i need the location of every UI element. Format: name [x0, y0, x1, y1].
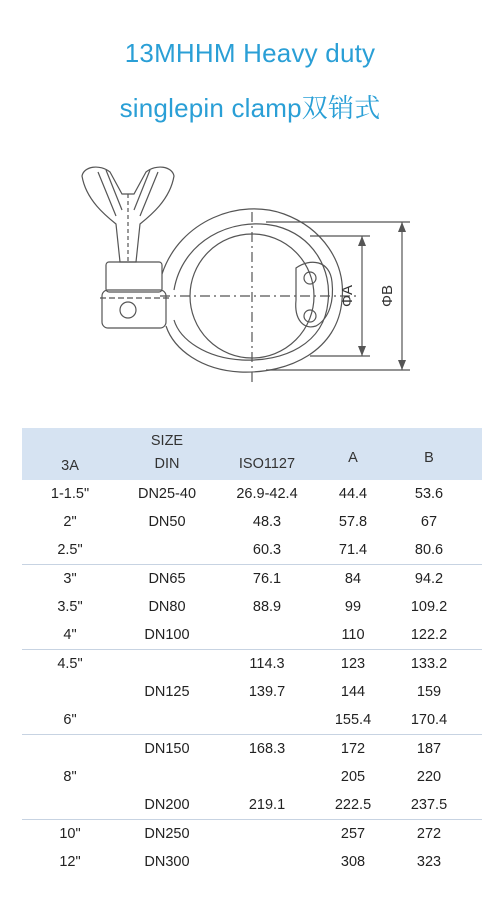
table-cell-c1: 2.5" [57, 542, 83, 558]
table-cell-c5: 109.2 [410, 599, 448, 615]
table-cell-c2: DN150 [144, 741, 190, 757]
table-cell-c2: DN300 [144, 854, 190, 870]
table-cell-c3: 76.1 [252, 571, 282, 587]
wing-nut-shape [82, 167, 174, 262]
table-cell-c3: 219.1 [248, 797, 286, 813]
table-cell-c5: 53.6 [414, 486, 444, 502]
table-cell-c3: 48.3 [252, 514, 282, 530]
table-cell-c5: 80.6 [414, 542, 444, 558]
table-cell-c4: 84 [344, 571, 362, 587]
table-cell-c4: 110 [341, 627, 365, 643]
table-row [22, 735, 482, 763]
table-row [22, 791, 482, 819]
hinge-pin-left [120, 302, 136, 318]
table-cell-c5: 187 [416, 741, 442, 757]
table-cell-c1: 12" [59, 854, 81, 870]
table-row [22, 848, 482, 876]
table-cell-c4: 308 [340, 854, 366, 870]
table-cell-c4: 172 [340, 741, 366, 757]
table-row [22, 650, 482, 678]
table-row [22, 820, 482, 848]
table-cell-c1: 4.5" [57, 656, 83, 672]
table-cell-c5: 323 [416, 854, 442, 870]
table-cell-c2: DN100 [144, 627, 190, 643]
dim-label-a: ΦA [339, 285, 356, 307]
dimensions-table [22, 428, 482, 876]
table-cell-c4: 44.4 [338, 486, 368, 502]
table-cell-c2: DN50 [148, 514, 186, 530]
hinge-block [106, 262, 162, 292]
table-cell-c2: DN80 [148, 599, 186, 615]
table-cell-c1: 10" [59, 826, 81, 842]
header-iso1127: ISO1127 [238, 456, 296, 472]
table-cell-c4: 222.5 [334, 797, 372, 813]
table-cell-c2: DN250 [144, 826, 190, 842]
table-cell-c1: 8" [63, 769, 77, 785]
table-row [22, 678, 482, 706]
table-cell-c4: 57.8 [338, 514, 368, 530]
table-cell-c3: 114.3 [249, 656, 285, 672]
header-3a: 3A [61, 458, 79, 474]
table-row [22, 593, 482, 621]
table-cell-c5: 122.2 [410, 627, 448, 643]
table-cell-c5: 237.5 [410, 797, 448, 813]
table-cell-c4: 71.4 [338, 542, 368, 558]
table-cell-c1: 2" [63, 514, 77, 530]
table-cell-c3: 60.3 [252, 542, 282, 558]
pin-bottom-right [304, 310, 316, 322]
table-body [22, 480, 482, 876]
dim-label-b: ΦB [379, 285, 396, 307]
table-cell-c2: DN25-40 [137, 486, 197, 502]
table-cell-c3: 88.9 [252, 599, 282, 615]
table-cell-c3: 139.7 [248, 684, 286, 700]
table-cell-c4: 205 [340, 769, 366, 785]
table-row [22, 706, 482, 734]
table-row [22, 536, 482, 564]
title-line-1: 13MHHM Heavy duty [124, 38, 376, 68]
clamp-body-inner [174, 224, 329, 360]
table-cell-c5: 159 [416, 684, 442, 700]
table-row [22, 621, 482, 649]
table-cell-c1: 3" [63, 571, 77, 587]
header-b: B [424, 450, 434, 466]
table-cell-c1: 1-1.5" [50, 486, 90, 502]
table-row [22, 763, 482, 791]
table-cell-c4: 123 [340, 656, 366, 672]
table-cell-c2: DN125 [144, 684, 190, 700]
table-cell-c1: 3.5" [57, 599, 83, 615]
table-cell-c4: 144 [340, 684, 366, 700]
table-cell-c5: 170.4 [410, 712, 448, 728]
table-row [22, 565, 482, 593]
table-cell-c1: 6" [63, 712, 77, 728]
table-cell-c2: DN65 [148, 571, 186, 587]
header-size: SIZE [150, 433, 184, 449]
table-row [22, 480, 482, 508]
table-cell-c5: 272 [416, 826, 442, 842]
table-cell-c4: 155.4 [334, 712, 372, 728]
header-din: DIN [154, 456, 180, 472]
table-header [22, 428, 482, 480]
table-cell-c5: 133.2 [410, 656, 448, 672]
table-row [22, 508, 482, 536]
table-cell-c3: 26.9-42.4 [236, 486, 298, 502]
table-cell-c4: 99 [344, 599, 362, 615]
table-cell-c5: 220 [416, 769, 442, 785]
table-cell-c5: 94.2 [414, 571, 444, 587]
table-cell-c5: 67 [420, 514, 438, 530]
table-cell-c1: 4" [63, 627, 77, 643]
title-line-2: singlepin clamp双销式 [119, 93, 381, 123]
header-a: A [348, 450, 358, 466]
table-cell-c4: 257 [340, 826, 366, 842]
clamp-technical-drawing [70, 150, 430, 390]
table-cell-c2: DN200 [144, 797, 190, 813]
table-cell-c3: 168.3 [248, 741, 286, 757]
